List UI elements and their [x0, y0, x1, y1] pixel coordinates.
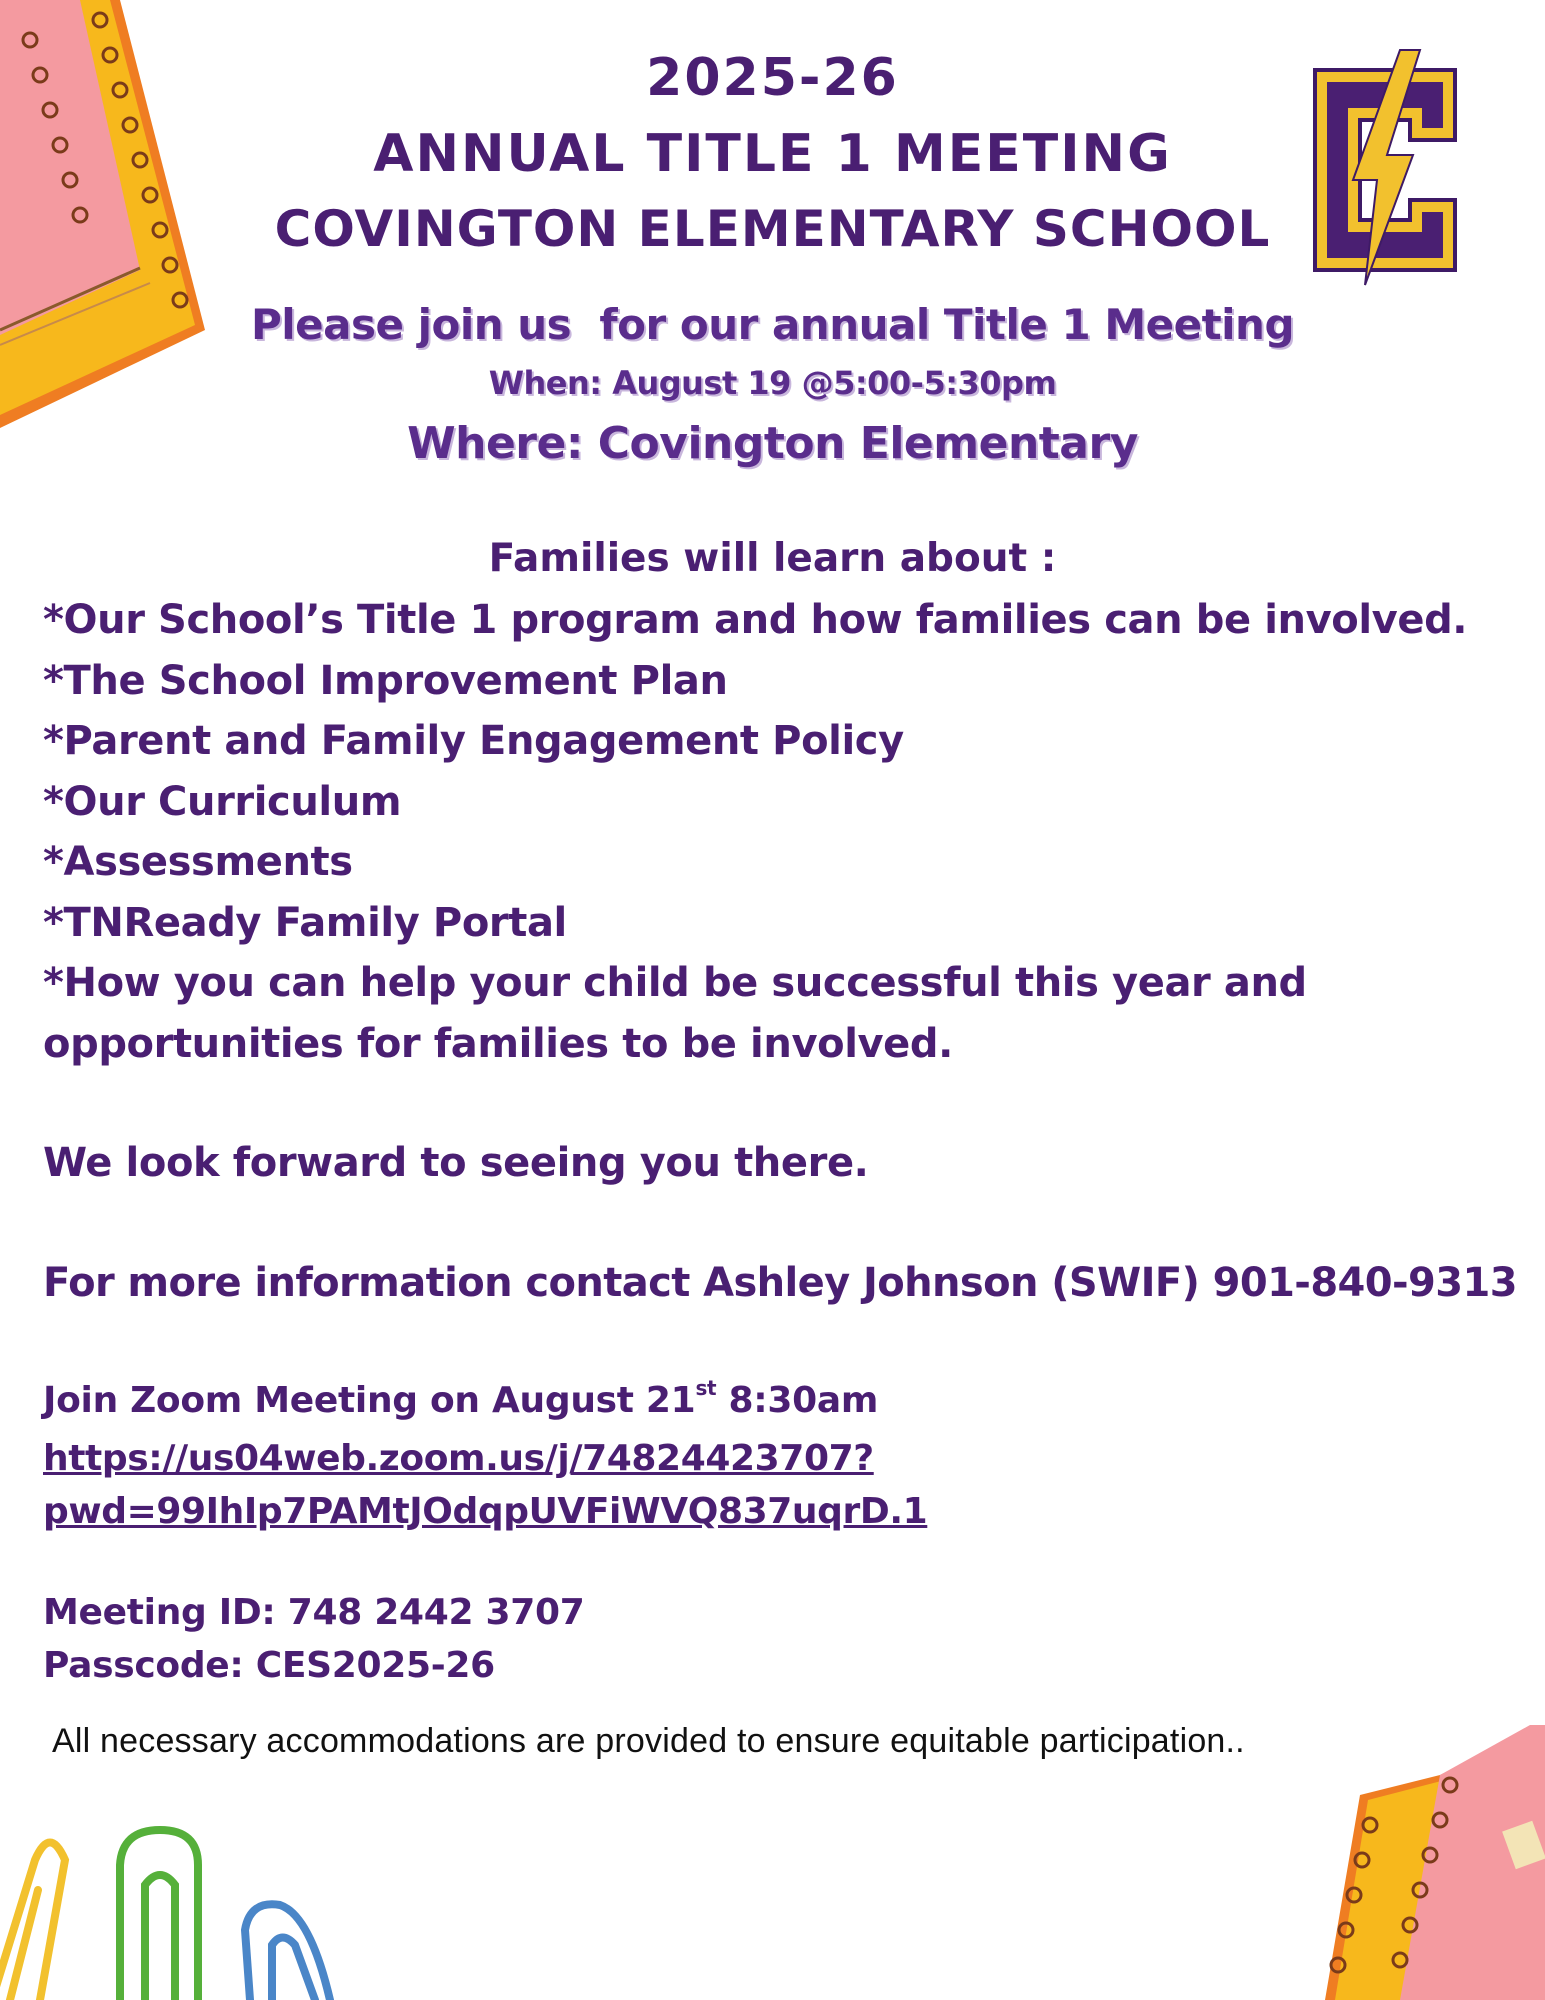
title-school: COVINGTON ELEMENTARY SCHOOL [274, 200, 1271, 258]
zoom-link[interactable] [43, 1432, 927, 1538]
title-year: 2025-26 [646, 48, 899, 108]
zoom-link-line2[interactable]: pwd=99IhIp7PAMtJOdqpUVFiWVQ837uqrD.1 [43, 1491, 928, 1532]
where-line: Where: Covington Elementary [407, 418, 1138, 469]
notebook-icon [1290, 1715, 1545, 2000]
meeting-id: Meeting ID: 748 2442 3707 [43, 1592, 585, 1633]
invite-line: Please join us for our annual Title 1 Meeting [250, 300, 1295, 349]
title-meeting: ANNUAL TITLE 1 MEETING [373, 124, 1172, 184]
list-item: *Parent and Family Engagement Policy [43, 718, 904, 764]
list-item: opportunities for families to be involved. [43, 1020, 953, 1067]
zoom-heading [43, 1376, 879, 1421]
list-item: *Our Curriculum [43, 778, 402, 825]
zoom-link-line1[interactable]: https://us04web.zoom.us/j/74824423707? [43, 1438, 874, 1479]
closing-line: We look forward to seeing you there. [43, 1140, 869, 1186]
topic-list [43, 590, 1467, 1074]
paperclip-icon [0, 1820, 380, 2000]
zoom-heading-prefix: Join Zoom Meeting on August 21 [43, 1380, 696, 1421]
list-item: *How you can help your child be successful this year and [43, 960, 1307, 1006]
contact-line: For more information contact Ashley Johnson (SWIF) 901-840-9313 [43, 1260, 1517, 1306]
when-line: When: August 19 @5:00-5:30pm [488, 364, 1057, 402]
accommodations-note: All necessary accommodations are provided to ensure equitable participation.. [52, 1722, 1245, 1760]
list-item: *The School Improvement Plan [43, 657, 728, 704]
passcode: Passcode: CES2025-26 [43, 1645, 495, 1686]
list-item: *Our School’s Title 1 program and how families can be involved. [43, 597, 1468, 643]
list-item: *Assessments [43, 839, 353, 885]
list-item: *TNReady Family Portal [43, 899, 567, 946]
learn-heading: Families will learn about : [488, 536, 1057, 581]
zoom-heading-suffix: 8:30am [716, 1380, 879, 1421]
zoom-heading-sup: st [695, 1376, 717, 1400]
